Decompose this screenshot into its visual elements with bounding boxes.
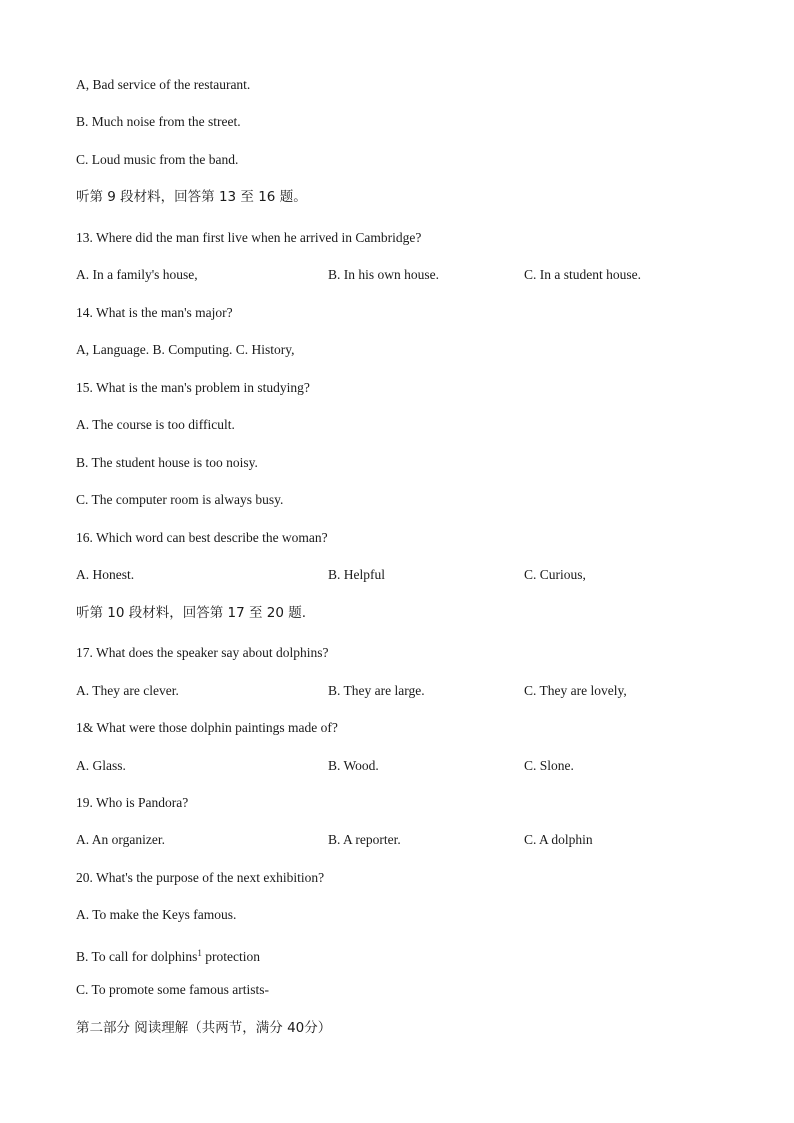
q20-option-b-text: B. To call for dolphins: [76, 949, 198, 964]
question-19: 19. Who is Pandora?: [76, 795, 189, 810]
q19-option-c: C. A dolphin: [524, 832, 593, 847]
q15-option-a: A. The course is too difficult.: [76, 417, 235, 432]
q20-option-b-text-end: protection: [201, 949, 261, 964]
q12-option-c: C. Loud music from the band.: [76, 152, 239, 167]
q17-option-b: B. They are large.: [328, 683, 425, 698]
question-18-options: [76, 758, 776, 774]
question-16-options: [76, 567, 776, 583]
part-2-heading: 第二部分 阅读理解（共两节，满分 40分）: [76, 1020, 332, 1036]
section-9-heading: 听第 9 段材料，回答第 13 至 16 题。: [76, 189, 307, 205]
q18-option-a: A. Glass.: [76, 758, 126, 773]
q19-option-a: A. An organizer.: [76, 832, 165, 847]
question-18: 1& What were those dolphin paintings made of?: [76, 720, 338, 735]
q12-option-b: B. Much noise from the street.: [76, 114, 241, 129]
question-14: 14. What is the man's major?: [76, 305, 233, 320]
question-15: 15. What is the man's problem in studying?: [76, 380, 310, 395]
q20-option-c: C. To promote some famous artists-: [76, 982, 270, 997]
q16-option-b: B. Helpful: [328, 567, 385, 582]
question-17: 17. What does the speaker say about dolphins?: [76, 645, 329, 660]
q18-option-c: C. Slone.: [524, 758, 574, 773]
q15-option-b: B. The student house is too noisy.: [76, 455, 258, 470]
q16-option-c: C. Curious,: [524, 567, 586, 582]
question-13: 13. Where did the man first live when he arrived in Cambridge?: [76, 230, 422, 245]
q17-option-c: C. They are lovely,: [524, 683, 627, 698]
q13-option-a: A. In a family's house,: [76, 267, 198, 282]
q20-option-b-superscript: 1: [197, 948, 202, 958]
question-20: 20. What's the purpose of the next exhibition?: [76, 870, 325, 885]
q19-option-b: B. A reporter.: [328, 832, 401, 847]
question-14-options: A, Language. B. Computing. C. History,: [76, 342, 295, 357]
section-10-heading: 听第 10 段材料，回答第 17 至 20 题.: [76, 605, 307, 621]
q16-option-a: A. Honest.: [76, 567, 135, 582]
question-19-options: [76, 832, 776, 848]
q20-option-a: A. To make the Keys famous.: [76, 907, 237, 922]
question-16: 16. Which word can best describe the woman?: [76, 530, 328, 545]
question-17-options: [76, 683, 776, 699]
q17-option-a: A. They are clever.: [76, 683, 179, 698]
q13-option-b: B. In his own house.: [328, 267, 439, 282]
q12-option-a: A, Bad service of the restaurant.: [76, 77, 251, 92]
q15-option-c: C. The computer room is always busy.: [76, 492, 284, 507]
q18-option-b: B. Wood.: [328, 758, 379, 773]
q20-option-b: [76, 945, 260, 965]
q13-option-c: C. In a student house.: [524, 267, 641, 282]
question-13-options: [76, 267, 776, 283]
